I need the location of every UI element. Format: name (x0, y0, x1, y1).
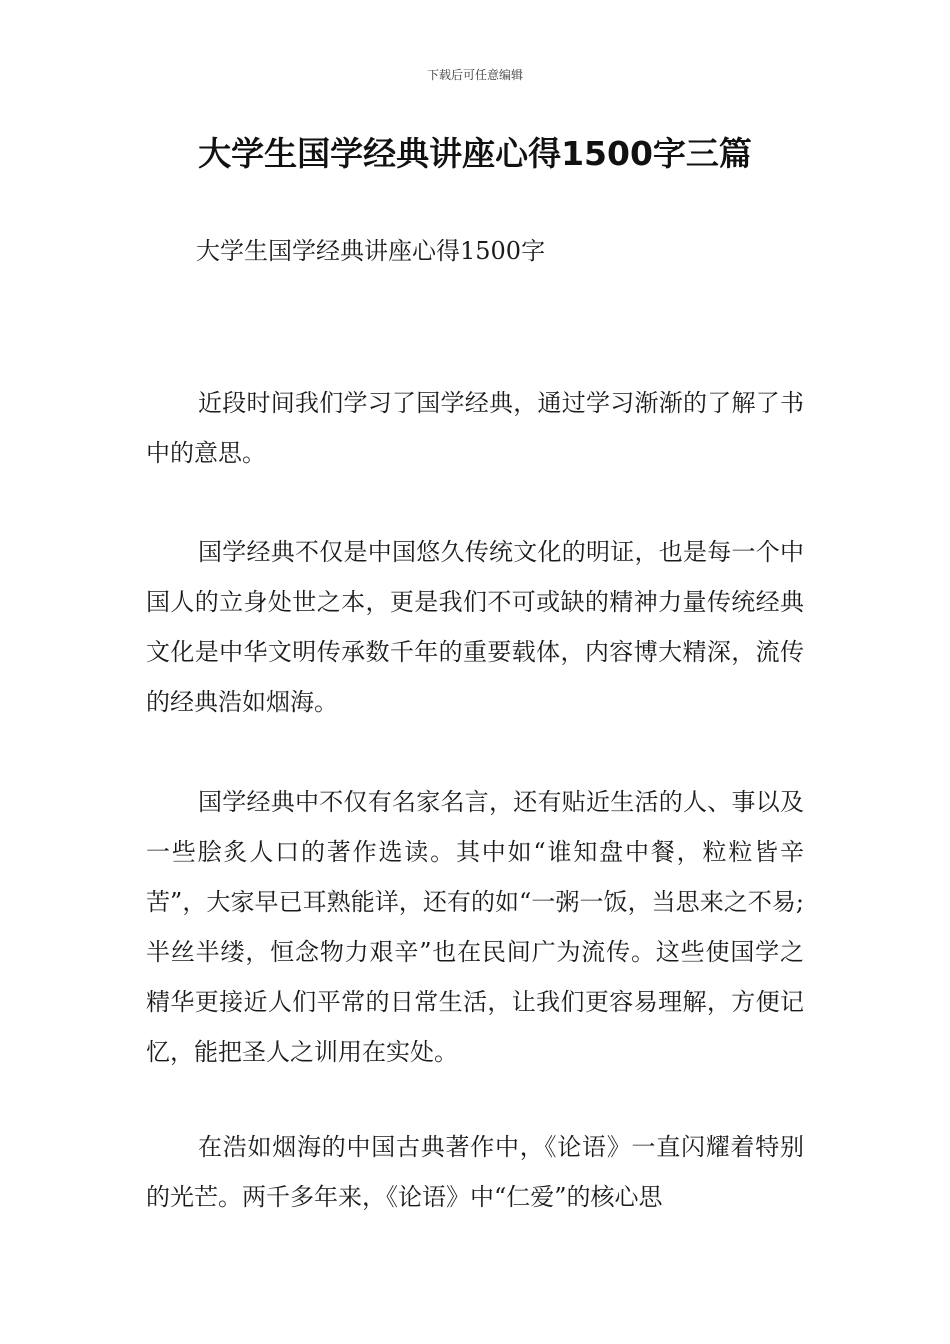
paragraph-3: 国学经典中不仅有名家名言，还有贴近生活的人、事以及一些脍炙人口的著作选读。其中如“谁知盘中餐，粒粒皆辛苦”，大家早已耳熟能详，还有的如“一粥一饭，当思来之不易;半丝半缕，恒念物力艰辛”也在民间广为流传。这些使国学之精华更接近人们平常的日常生活，让我们更容易理解，方便记忆，能把圣人之训用在实处。 (146, 788, 804, 1066)
paragraph-2: 国学经典不仅是中国悠久传统文化的明证，也是每一个中国人的立身处世之本，更是我们不可或缺的精神力量传统经典文化是中华文明传承数千年的重要载体，内容博大精深，流传的经典浩如烟海。 (146, 538, 804, 716)
paragraph-4: 在浩如烟海的中国古典著作中，《论语》一直闪耀着特别的光芒。两千多年来，《论语》中“仁爱”的核心思 (146, 1133, 804, 1211)
document-subtitle: 大学生国学经典讲座心得1500字 (196, 237, 546, 265)
document-title: 大学生国学经典讲座心得1500字三篇 (198, 134, 752, 173)
header-note: 下载后可任意编辑 (426, 68, 523, 82)
paragraph-1: 近段时间我们学习了国学经典，通过学习渐渐的了解了书中的意思。 (146, 389, 804, 467)
